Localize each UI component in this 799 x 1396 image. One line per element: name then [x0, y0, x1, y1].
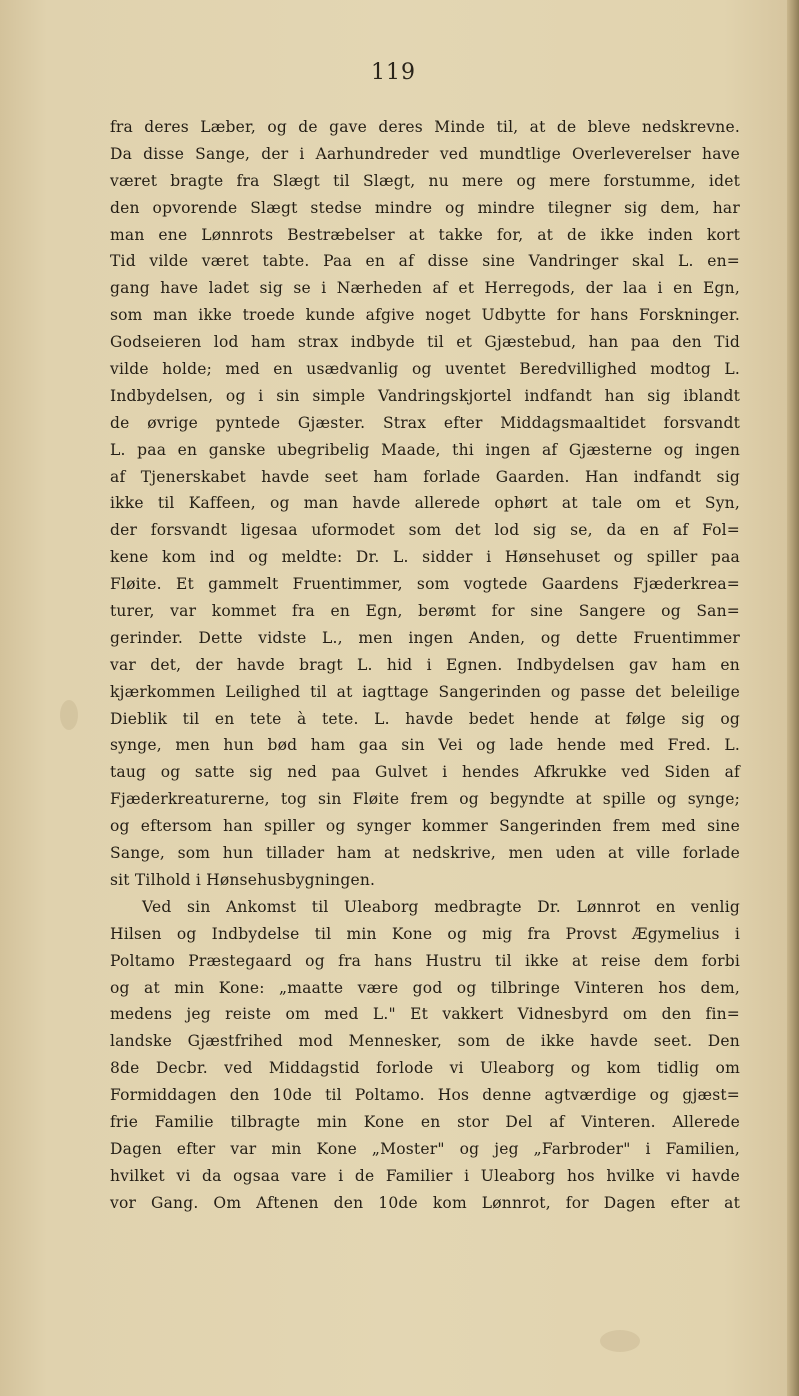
paragraph-end-line: sit Tilhold i Hønsehusbygningen. [110, 870, 376, 889]
text-line: man ene Lønnrots Bestræbelser at takke for, at de ikke inden kort [110, 225, 740, 244]
text-line: taug og satte sig ned paa Gulvet i hendes Afkrukke ved Siden af [110, 763, 740, 782]
text-line: gerinder. Dette vidste L., men ingen Anden, og dette Fruentimmer [110, 628, 740, 647]
text-line: var det, der havde bragt L. hid i Egnen. Indbydelsen gav ham en [110, 655, 740, 674]
text-line: og at min Kone: „maatte være god og tilbringe Vinteren hos dem, [110, 978, 740, 997]
paper-stain [60, 700, 78, 730]
text-line: Sange, som hun tillader ham at nedskrive, men uden at ville forlade [110, 844, 740, 863]
text-line: Poltamo Præstegaard og fra hans Hustru til ikke at reise dem forbi [110, 951, 740, 970]
text-line: medens jeg reiste om med L." Et vakkert Vidnesbyrd om den fin= [110, 1005, 740, 1024]
text-line: synge, men hun bød ham gaa sin Vei og lade hende med Fred. L. [110, 736, 740, 755]
text-line: Fjæderkreaturerne, tog sin Fløite frem og begyndte at spille og synge; [110, 790, 740, 809]
text-line: fra deres Læber, og de gave deres Minde til, at de bleve nedskrevne. [110, 118, 740, 136]
text-line: den opvorende Slægt stedse mindre og mindre tilegner sig dem, har [110, 198, 740, 217]
text-line: af Tjenerskabet havde seet ham forlade Gaarden. Han indfandt sig [110, 467, 740, 486]
text-line: vor Gang. Om Aftenen den 10de kom Lønnrot, for Dagen efter at [110, 1193, 740, 1212]
text-line: Formiddagen den 10de til Poltamo. Hos denne agtværdige og gjæst= [110, 1086, 740, 1105]
text-line: og eftersom han spiller og synger kommer Sangerinden frem med sine [110, 817, 740, 836]
text-line: kjærkommen Leilighed til at iagttage Sangerinden og passe det beleilige [110, 682, 740, 701]
text-line: Da disse Sange, der i Aarhundreder ved mundtlige Overleverelser have [110, 144, 740, 163]
text-line: Dieblik til en tete à tete. L. havde bedet hende at følge sig og [110, 709, 740, 728]
paragraph-start-line: Ved sin Ankomst til Uleaborg medbragte Dr. Lønnrot en venlig [142, 897, 740, 916]
body-text [110, 114, 740, 1217]
paper-stain [600, 1330, 640, 1352]
text-line: turer, var kommet fra en Egn, berømt for sine Sangere og San= [110, 602, 740, 621]
text-line: kene kom ind og meldte: Dr. L. sidder i Hønsehuset og spiller paa [110, 548, 740, 567]
text-line: som man ikke troede kunde afgive noget Udbytte for hans Forskninger. [110, 306, 740, 325]
text-line: Tid vilde været tabte. Paa en af disse sine Vandringer skal L. en= [110, 252, 740, 271]
text-line: Hilsen og Indbydelse til min Kone og mig fra Provst Ægymelius i [110, 924, 740, 943]
text-line: frie Familie tilbragte min Kone en stor Del af Vinteren. Allerede [110, 1112, 740, 1131]
text-line: ikke til Kaffeen, og man havde allerede ophørt at tale om et Syn, [110, 494, 740, 513]
page-edge [787, 0, 799, 1396]
text-line: Godseieren lod ham strax indbyde til et Gjæstebud, han paa den Tid [110, 333, 740, 352]
text-line: 8de Decbr. ved Middagstid forlode vi Uleaborg og kom tidlig om [110, 1059, 740, 1078]
text-line: landske Gjæstfrihed mod Mennesker, som de ikke havde seet. Den [110, 1032, 740, 1051]
text-line: der forsvandt ligesaa uformodet som det lod sig se, da en af Fol= [110, 521, 740, 540]
text-line: hvilket vi da ogsaa vare i de Familier i Uleaborg hos hvilke vi havde [110, 1166, 740, 1185]
text-line: Fløite. Et gammelt Fruentimmer, som vogtede Gaardens Fjæderkrea= [110, 575, 740, 594]
text-line: Dagen efter var min Kone „Moster" og jeg „Farbroder" i Familien, [110, 1139, 740, 1158]
text-line: de øvrige pyntede Gjæster. Strax efter Middagsmaaltidet forsvandt [110, 413, 740, 432]
page-number: 119 [371, 60, 416, 85]
text-line: Indbydelsen, og i sin simple Vandringskjortel indfandt han sig iblandt [110, 386, 740, 405]
text-line: været bragte fra Slægt til Slægt, nu mere og mere forstumme, idet [110, 171, 740, 190]
text-line: vilde holde; med en usædvanlig og uventet Beredvillighed modtog L. [110, 360, 740, 379]
text-line: L. paa en ganske ubegribelig Maade, thi ingen af Gjæsterne og ingen [110, 440, 740, 459]
text-line: gang have ladet sig se i Nærheden af et Herregods, der laa i en Egn, [110, 279, 740, 298]
